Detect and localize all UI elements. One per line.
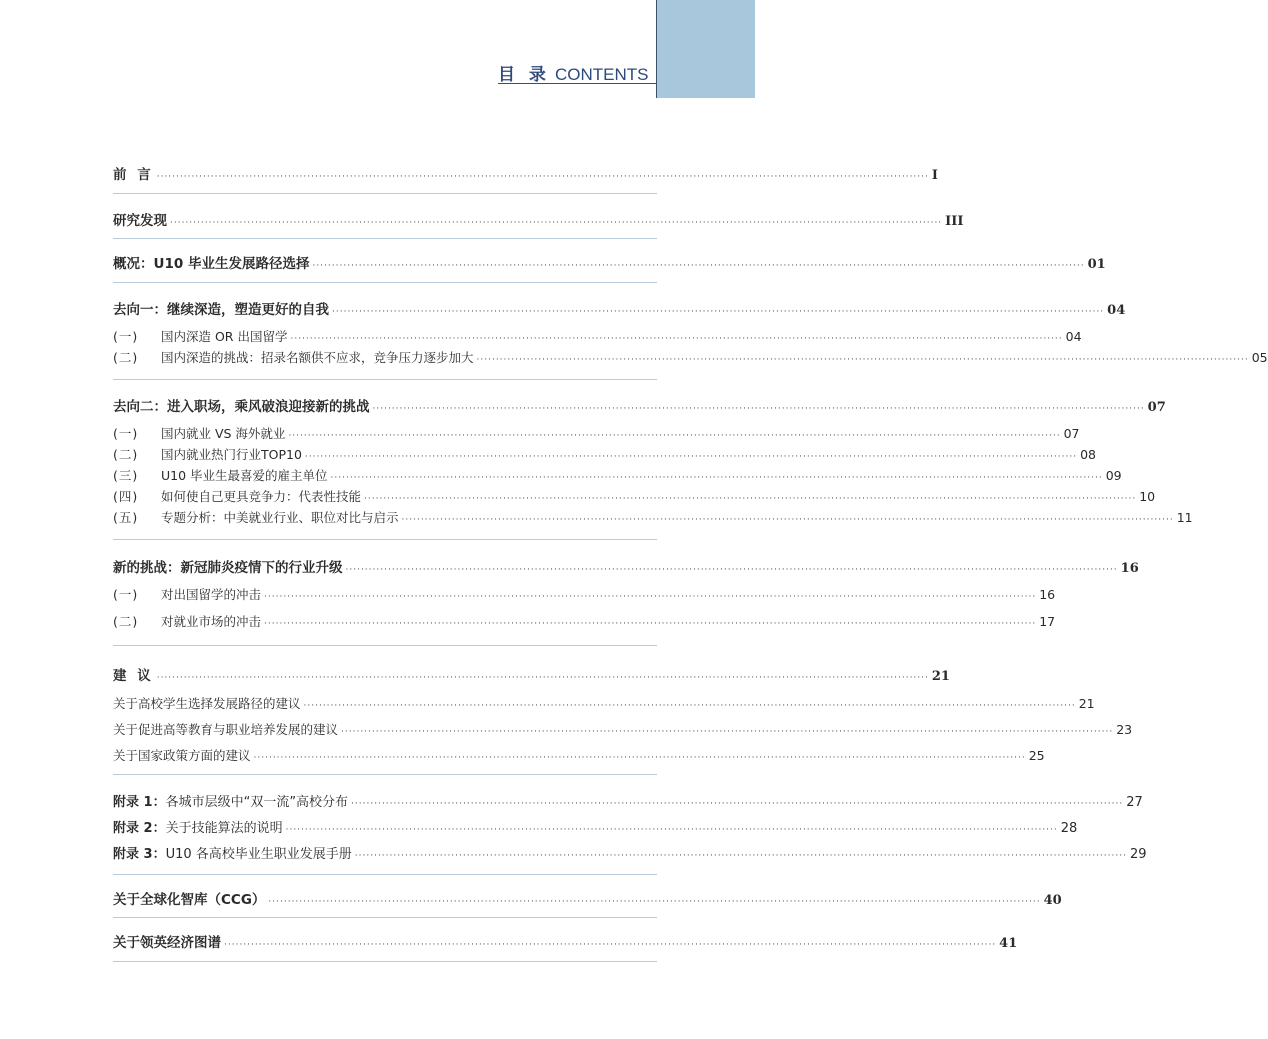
toc-subentry-number: (二)	[113, 447, 139, 462]
toc-entry-linkedin[interactable]	[113, 931, 1018, 951]
leader-dots: ········································································································································································································	[156, 673, 929, 683]
toc-label: 国内深造的挑战：招录名额供不应求，竞争压力逐步加大	[161, 350, 474, 365]
toc-label: 建 议	[113, 668, 154, 684]
toc-subentry[interactable]	[113, 585, 1056, 603]
toc-page: 28	[1060, 821, 1078, 836]
toc-page: 16	[1039, 587, 1056, 602]
toc-subentry[interactable]	[113, 746, 1045, 764]
appendix-title: U10 各高校毕业生职业发展手册	[165, 847, 352, 862]
toc-subentry[interactable]	[113, 720, 1133, 738]
toc-subentry[interactable]	[113, 612, 1056, 630]
divider	[113, 282, 657, 283]
toc-page: 04	[1107, 303, 1126, 318]
toc-label: 如何使自己更具竞争力：代表性技能	[161, 489, 362, 504]
page-title-cn: 目 录	[498, 65, 550, 85]
leader-dots: ········································································································································································································	[364, 494, 1137, 504]
toc-label: 关于领英经济图谱	[113, 935, 221, 951]
page-title	[498, 60, 649, 85]
leader-dots: ········································································································································································································	[288, 431, 1061, 441]
leader-dots: ········································································································································································································	[303, 701, 1076, 711]
toc-page: 11	[1176, 510, 1193, 525]
toc-page: 27	[1126, 795, 1143, 810]
toc-entry-path1[interactable]	[113, 298, 1126, 318]
leader-dots: ········································································································································································································	[341, 727, 1114, 737]
toc-page: 09	[1105, 468, 1122, 483]
leader-dots: ········································································································································································································	[345, 565, 1118, 575]
toc-label: 去向一：继续深造，塑造更好的自我	[113, 302, 329, 318]
leader-dots: ········································································································································································································	[332, 307, 1105, 317]
leader-dots: ········································································································································································································	[170, 218, 943, 228]
leader-dots: ········································································································································································································	[224, 940, 997, 950]
toc-subentry[interactable]	[113, 445, 1096, 463]
leader-dots: ········································································································································································································	[264, 619, 1037, 629]
leader-dots: ········································································································································································································	[372, 404, 1145, 414]
appendix-head: 附录 1：	[113, 795, 166, 810]
toc-label: 国内就业 VS 海外就业	[161, 426, 286, 441]
divider	[113, 917, 657, 918]
corner-decoration	[657, 0, 755, 98]
toc-label: 概况：U10 毕业生发展路径选择	[113, 256, 310, 272]
toc-label	[113, 843, 352, 862]
leader-dots: ········································································································································································································	[290, 334, 1063, 344]
toc-page: I	[931, 168, 938, 183]
toc-entry-preface[interactable]	[113, 163, 938, 183]
toc-subentry-number: (一)	[113, 329, 139, 344]
toc-page: 17	[1039, 614, 1056, 629]
toc-label: 国内就业热门行业TOP10	[161, 447, 302, 462]
divider	[113, 961, 657, 962]
toc-entry-appendix-2[interactable]	[113, 817, 1078, 836]
toc-subentry-number: (三)	[113, 468, 139, 483]
toc-subentry[interactable]	[113, 327, 1082, 345]
toc-subentry-number: (二)	[113, 350, 139, 365]
toc-entry-findings[interactable]	[113, 209, 964, 229]
toc-page: 25	[1028, 748, 1045, 763]
page-title-en: CONTENTS	[555, 65, 649, 84]
toc-subentry-number: (四)	[113, 489, 139, 504]
divider	[113, 379, 657, 380]
divider	[113, 539, 657, 540]
divider	[113, 645, 657, 646]
leader-dots: ········································································································································································································	[304, 452, 1078, 462]
toc-page: 07	[1063, 426, 1080, 441]
toc-subentry[interactable]	[113, 694, 1095, 712]
toc-label	[113, 817, 283, 836]
toc-subentry[interactable]	[113, 508, 1193, 526]
toc-label: U10 毕业生最喜爱的雇主单位	[161, 468, 328, 483]
toc-label: 关于高校学生选择发展路径的建议	[113, 696, 301, 711]
divider	[113, 238, 657, 239]
divider	[113, 193, 657, 194]
toc-page: 08	[1080, 447, 1096, 462]
leader-dots: ········································································································································································································	[253, 753, 1026, 763]
appendix-title: 各城市层级中“双一流”高校分布	[165, 795, 349, 810]
toc-subentry[interactable]	[113, 424, 1080, 442]
toc-entry-path2[interactable]	[113, 395, 1166, 415]
leader-dots: ········································································································································································································	[268, 897, 1041, 907]
toc-page: 29	[1129, 847, 1147, 862]
toc-entry-appendix-3[interactable]	[113, 843, 1147, 862]
toc-label: 新的挑战：新冠肺炎疫情下的行业升级	[113, 560, 343, 576]
toc-page: 40	[1043, 893, 1062, 908]
toc-subentry-number: (一)	[113, 587, 139, 602]
toc-page: 16	[1120, 561, 1139, 576]
toc-entry-suggestions[interactable]	[113, 664, 950, 684]
toc-entry-appendix-1[interactable]	[113, 791, 1143, 810]
leader-dots: ········································································································································································································	[156, 172, 929, 182]
toc-page: 05	[1251, 350, 1268, 365]
toc-entry-ccg[interactable]	[113, 888, 1062, 908]
toc-label: 关于全球化智库（CCG）	[113, 892, 266, 908]
toc-page: 04	[1065, 329, 1082, 344]
toc-page: 01	[1087, 257, 1106, 272]
toc-entry-overview[interactable]	[113, 252, 1106, 272]
leader-dots: ········································································································································································································	[330, 473, 1103, 483]
toc-subentry[interactable]	[113, 466, 1122, 484]
toc-label: 对出国留学的冲击	[161, 587, 262, 602]
divider	[113, 774, 657, 775]
toc-subentry-number: (二)	[113, 614, 139, 629]
toc-label: 关于促进高等教育与职业培养发展的建议	[113, 722, 339, 737]
appendix-head: 附录 2：	[113, 821, 166, 836]
toc-page: 23	[1116, 722, 1133, 737]
leader-dots: ········································································································································································································	[312, 261, 1085, 271]
leader-dots: ········································································································································································································	[285, 825, 1058, 835]
toc-label	[113, 791, 348, 810]
toc-label: 去向二：进入职场，乘风破浪迎接新的挑战	[113, 399, 370, 415]
toc-label: 专题分析：中美就业行业、职位对比与启示	[161, 510, 399, 525]
toc-page: 41	[999, 936, 1018, 951]
leader-dots: ········································································································································································································	[476, 355, 1249, 365]
toc-subentry[interactable]	[113, 348, 1268, 366]
toc-subentry-number: (一)	[113, 426, 139, 441]
toc-label: 国内深造 OR 出国留学	[161, 329, 288, 344]
toc-label: 对就业市场的冲击	[161, 614, 262, 629]
appendix-title: 关于技能算法的说明	[165, 821, 283, 836]
toc-label: 前 言	[113, 167, 154, 183]
toc-page: 10	[1139, 489, 1156, 504]
leader-dots: ········································································································································································································	[264, 592, 1037, 602]
leader-dots: ········································································································································································································	[354, 851, 1127, 861]
toc-label: 研究发现	[113, 213, 167, 229]
divider	[113, 874, 657, 875]
toc-page: 21	[931, 669, 950, 684]
toc-page: 07	[1147, 400, 1166, 415]
toc-subentry[interactable]	[113, 487, 1156, 505]
leader-dots: ········································································································································································································	[401, 515, 1174, 525]
toc-subentry-number: (五)	[113, 510, 139, 525]
leader-dots: ········································································································································································································	[351, 799, 1124, 809]
toc-entry-challenge[interactable]	[113, 556, 1139, 576]
toc-label: 关于国家政策方面的建议	[113, 748, 251, 763]
toc-page: 21	[1078, 696, 1095, 711]
toc-page: III	[945, 214, 964, 229]
appendix-head: 附录 3：	[113, 847, 166, 862]
